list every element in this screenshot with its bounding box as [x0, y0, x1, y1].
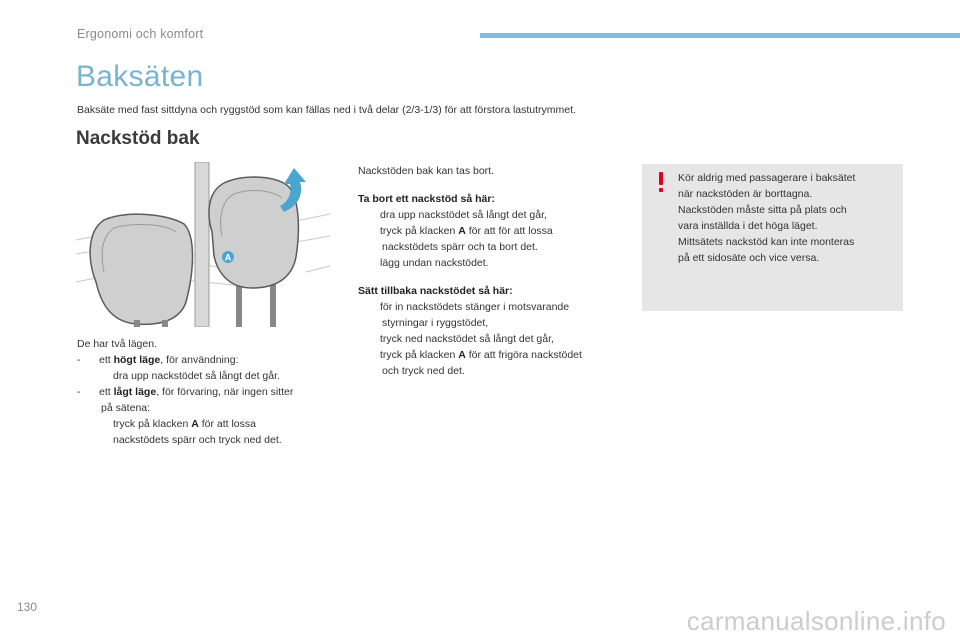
seat-pillar	[195, 162, 209, 327]
section-title: Nackstöd bak	[76, 128, 200, 149]
refit-heading: Sätt tillbaka nackstödet så här:	[358, 285, 513, 297]
warning-box	[642, 164, 903, 311]
left-intro: De har två lägen.	[77, 338, 157, 350]
list-item-high: - ett högt läge, för användning:	[77, 354, 239, 366]
list-marker: -	[77, 386, 81, 398]
remove-step: tryck på klacken A för att för att lossa	[380, 225, 553, 237]
list-item-low-cont: på sätena:	[101, 402, 151, 414]
page-number: 130	[17, 600, 38, 614]
warning-icon	[656, 170, 666, 194]
remove-step: lägg undan nackstödet.	[380, 257, 489, 269]
label-a-text: A	[224, 252, 232, 263]
sub-item-low-cont: nackstödets spärr och tryck ned det.	[113, 434, 282, 446]
list-item-low: - ett lågt läge, för förvaring, när ingen sitter	[77, 386, 294, 398]
sub-item-high: dra upp nackstödet så långt det går.	[113, 370, 280, 382]
watermark: carmanualsonline.info	[686, 606, 946, 636]
header-accent-bar	[480, 33, 960, 38]
refit-step: tryck på klacken A för att frigöra nackstödet	[380, 349, 582, 361]
list-marker: -	[77, 354, 81, 366]
middle-column	[358, 163, 633, 379]
refit-step: tryck ned nackstödet så långt det går,	[380, 333, 554, 345]
refit-step: för in nackstödets stänger i motsvarande	[380, 301, 570, 313]
page-intro: Baksäte med fast sittdyna och ryggstöd som kan fällas ned i två delar (2/3-1/3) för att förstora lastutrymmet.	[77, 104, 576, 116]
remove-step-cont: nackstödets spärr och ta bort det.	[382, 241, 538, 253]
remove-heading: Ta bort ett nackstöd så här:	[358, 193, 495, 205]
refit-step-cont: och tryck ned det.	[382, 365, 465, 377]
page-title: Baksäten	[76, 60, 204, 93]
refit-step-cont: styrningar i ryggstödet,	[382, 317, 489, 329]
chapter-title: Ergonomi och komfort	[77, 27, 204, 41]
remove-step: dra upp nackstödet så långt det går,	[380, 209, 547, 221]
left-column	[77, 336, 339, 448]
headrest-illustration	[76, 162, 330, 327]
warning-text: Kör aldrig med passagerare i baksätet när nackstöden är borttagna. Nackstöden måste sitta på plats och vara inställda i det höga läget. Mittsätets nackstöd kan inte monteras på ett sidosäte och vice versa.	[678, 172, 856, 264]
middle-intro: Nackstöden bak kan tas bort.	[358, 165, 494, 177]
sub-item-low: tryck på klacken A för att lossa	[113, 418, 256, 430]
